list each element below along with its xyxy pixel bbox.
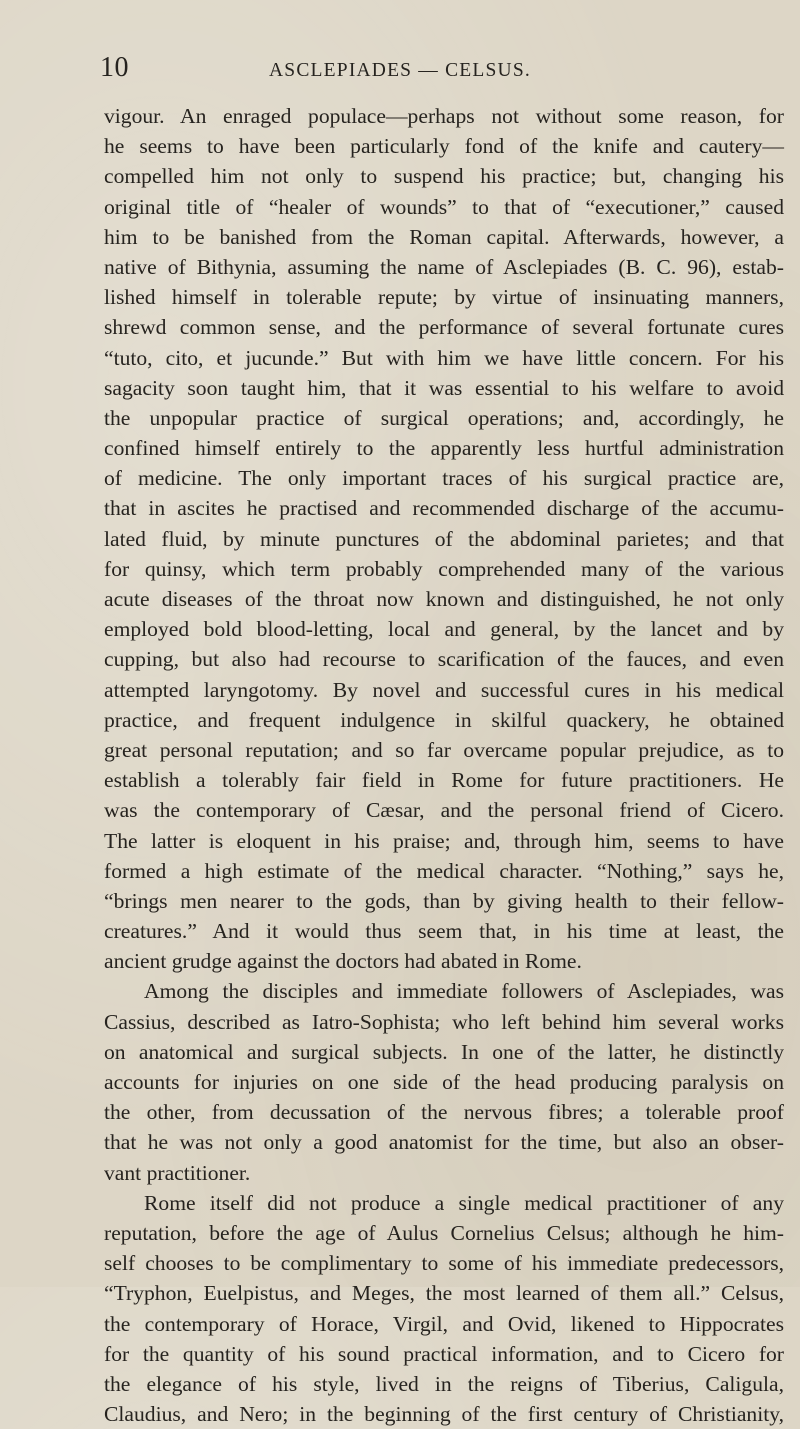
text-line: that in ascites he practised and recommended discharge of the accumu- bbox=[104, 496, 784, 521]
text-line: practice, and frequent indulgence in skilful quackery, he obtained bbox=[104, 707, 784, 732]
text-line: “tuto, cito, et jucunde.” But with him we have little concern. For his bbox=[104, 345, 784, 370]
text-line: confined himself entirely to the apparently less hurtful administration bbox=[104, 436, 784, 461]
text-line: “brings men nearer to the gods, than by giving health to their fellow- bbox=[104, 888, 784, 913]
text-line: accounts for injuries on one side of the head producing paralysis on bbox=[104, 1070, 784, 1094]
text-line: acute diseases of the throat now known and distinguished, he not only bbox=[104, 587, 784, 611]
running-head: ASCLEPIADES — CELSUS. bbox=[269, 60, 531, 81]
text-line: for the quantity of his sound practical information, and to Cicero for bbox=[104, 1341, 784, 1366]
text-line: creatures.” And it would thus seem that, in his time at least, the bbox=[104, 919, 784, 944]
text-line: compelled him not only to suspend his practice; but, changing his bbox=[104, 164, 784, 189]
text-line: Among the disciples and immediate followers of Asclepiades, was bbox=[144, 979, 784, 1004]
text-line: ancient grudge against the doctors had abated in Rome. bbox=[104, 949, 582, 974]
text-line: the contemporary of Horace, Virgil, and Ovid, likened to Hippocrates bbox=[104, 1311, 784, 1336]
text-line: the elegance of his style, lived in the reigns of Tiberius, Caligula, bbox=[104, 1371, 784, 1396]
text-line: sagacity soon taught him, that it was essential to his welfare to avoid bbox=[104, 375, 784, 400]
body-text bbox=[104, 101, 784, 1429]
text-line: Cassius, described as Iatro-Sophista; who left behind him several works bbox=[104, 1009, 784, 1034]
text-line: cupping, but also had recourse to scarification of the fauces, and even bbox=[104, 647, 784, 672]
page-header bbox=[0, 48, 800, 88]
text-line: of medicine. The only important traces of his surgical practice are, bbox=[104, 466, 784, 491]
text-line: Claudius, and Nero; in the beginning of the first century of Christianity, bbox=[104, 1402, 784, 1427]
text-line: native of Bithynia, assuming the name of Asclepiades (B. C. 96), estab- bbox=[104, 254, 784, 279]
text-line: employed bold blood-letting, local and general, by the lancet and by bbox=[104, 617, 784, 642]
text-line: formed a high estimate of the medical character. “Nothing,” says he, bbox=[104, 858, 784, 883]
text-line: on anatomical and surgical subjects. In one of the latter, he distinctly bbox=[104, 1039, 784, 1064]
page-number: 10 bbox=[100, 52, 129, 83]
text-line: attempted laryngotomy. By novel and successful cures in his medical bbox=[104, 677, 784, 702]
text-line: that he was not only a good anatomist for the time, but also an obser- bbox=[104, 1130, 784, 1155]
text-line: Rome itself did not produce a single medical practitioner of any bbox=[144, 1190, 784, 1215]
text-line: establish a tolerably fair field in Rome for future practitioners. He bbox=[104, 768, 784, 793]
text-line: he seems to have been particularly fond of the knife and cautery— bbox=[104, 134, 784, 159]
text-line: lated fluid, by minute punctures of the abdominal parietes; and that bbox=[104, 526, 784, 551]
text-line: lished himself in tolerable repute; by virtue of insinuating manners, bbox=[104, 285, 784, 310]
text-line: self chooses to be complimentary to some of his immediate predecessors, bbox=[104, 1251, 784, 1276]
text-line: for quinsy, which term probably comprehended many of the various bbox=[104, 556, 784, 581]
text-line: reputation, before the age of Aulus Cornelius Celsus; although he him- bbox=[104, 1220, 784, 1245]
text-line: original title of “healer of wounds” to that of “executioner,” caused bbox=[104, 194, 784, 219]
text-line: shrewd common sense, and the performance of several fortunate cures bbox=[104, 315, 784, 340]
text-line: was the contemporary of Cæsar, and the personal friend of Cicero. bbox=[104, 798, 784, 823]
text-line: vant practitioner. bbox=[104, 1160, 251, 1185]
text-line: The latter is eloquent in his praise; and, through him, seems to have bbox=[104, 828, 784, 853]
text-line: great personal reputation; and so far overcame popular prejudice, as to bbox=[104, 737, 784, 762]
text-line: “Tryphon, Euelpistus, and Meges, the most learned of them all.” Celsus, bbox=[104, 1281, 784, 1306]
text-line: the other, from decussation of the nervous fibres; a tolerable proof bbox=[104, 1100, 784, 1125]
text-line: him to be banished from the Roman capital. Afterwards, however, a bbox=[104, 224, 784, 249]
text-line: the unpopular practice of surgical operations; and, accordingly, he bbox=[104, 405, 784, 430]
text-line: vigour. An enraged populace—perhaps not without some reason, for bbox=[104, 104, 784, 128]
